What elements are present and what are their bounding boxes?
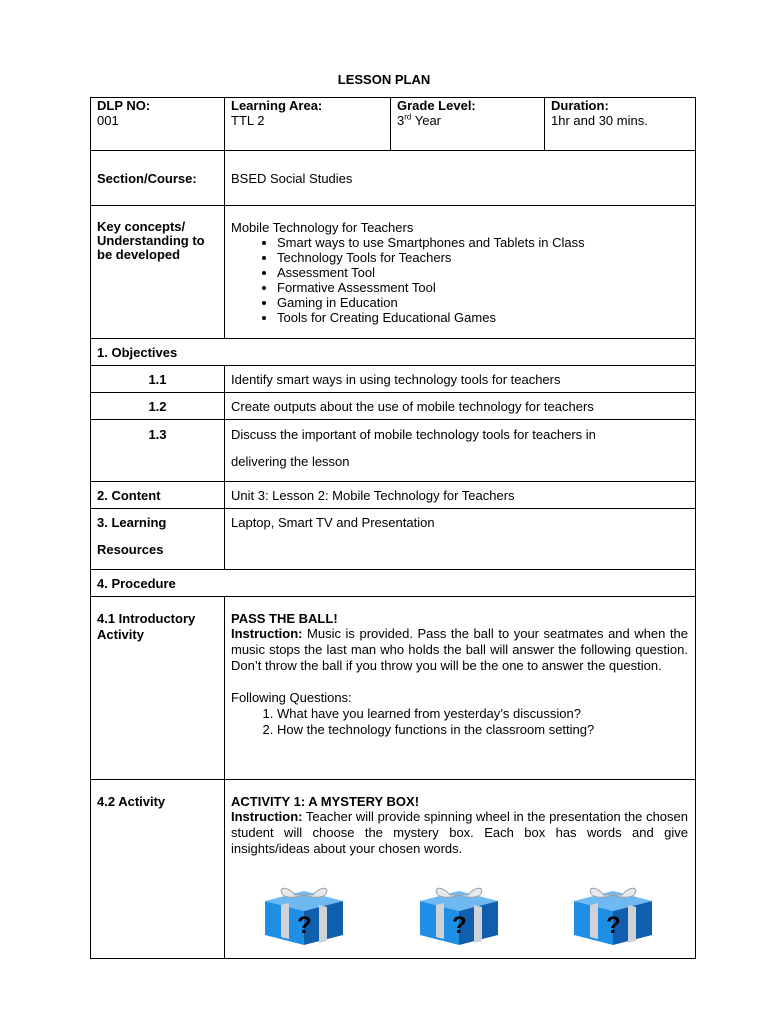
key-concepts-label: Key concepts/ Understanding to be developed xyxy=(91,206,225,339)
intro-instruction-text: Music is provided. Pass the ball to your seatmates and when the music stops the last man who holds the ball will answer the following question. Don’t throw the ball if you throw you will be the one to answer the question. xyxy=(231,626,688,673)
content-label: 2. Content xyxy=(91,482,225,509)
grade-level-value xyxy=(397,113,538,128)
duration-value: 1hr and 30 mins. xyxy=(551,113,648,128)
objective-text xyxy=(225,420,696,482)
header-row xyxy=(91,98,696,151)
activity-label: 4.2 Activity xyxy=(91,780,225,959)
objective-text: Identify smart ways in using technology tools for teachers xyxy=(225,366,696,393)
resources-label-line2: Resources xyxy=(97,542,164,557)
objective-number: 1.3 xyxy=(91,420,225,482)
grade-level-label: Grade Level: xyxy=(397,98,476,113)
objective-number: 1.2 xyxy=(91,393,225,420)
grade-number: 3 xyxy=(397,113,405,128)
objective-text: Create outputs about the use of mobile technology for teachers xyxy=(225,393,696,420)
objective-row xyxy=(91,393,696,420)
activity-cell xyxy=(225,780,696,959)
resources-row xyxy=(91,509,696,570)
content-value: Unit 3: Lesson 2: Mobile Technology for Teachers xyxy=(225,482,696,509)
list-item: • Technology Tools for Teachers xyxy=(277,250,689,265)
intro-activity-cell xyxy=(225,597,696,780)
objective-number: 1.1 xyxy=(91,366,225,393)
page-title: LESSON PLAN xyxy=(337,72,431,87)
intro-activity-row xyxy=(91,597,696,780)
objective-text-line2: delivering the lesson xyxy=(231,454,350,469)
list-item: • Smart ways to use Smartphones and Tablets in Class xyxy=(277,235,689,250)
dlp-cell xyxy=(91,98,225,151)
list-item: • Assessment Tool xyxy=(277,265,689,280)
learning-area-cell xyxy=(225,98,391,151)
key-concepts-heading: Mobile Technology for Teachers xyxy=(231,220,414,235)
grade-level-cell xyxy=(391,98,545,151)
section-row xyxy=(91,151,696,206)
list-item: 2. How the technology functions in the classroom setting? xyxy=(277,722,688,738)
key-concepts-list xyxy=(231,235,689,325)
learning-area-value: TTL 2 xyxy=(231,113,265,128)
learning-area-label: Learning Area: xyxy=(231,98,323,113)
objective-row xyxy=(91,366,696,393)
questions-label: Following Questions: xyxy=(231,690,352,705)
procedure-row xyxy=(91,570,696,597)
mystery-box-icon xyxy=(414,885,504,947)
dlp-value: 001 xyxy=(97,113,119,128)
resources-label-line1: 3. Learning xyxy=(97,515,167,530)
activity-title: ACTIVITY 1: A MYSTERY BOX! xyxy=(231,794,420,809)
intro-activity-label: 4.1 Introductory Activity xyxy=(91,597,225,780)
activity-row xyxy=(91,780,696,959)
objective-text-line1: Discuss the important of mobile technology tools for teachers in xyxy=(231,427,596,442)
dlp-label: DLP NO: xyxy=(97,98,151,113)
activity-instruction xyxy=(231,809,688,857)
duration-label: Duration: xyxy=(551,98,609,113)
questions-list xyxy=(231,706,688,738)
grade-suffix: rd xyxy=(404,112,412,122)
activity-instruction-label: Instruction: xyxy=(231,809,303,824)
procedure-label: 4. Procedure xyxy=(91,570,696,597)
key-concepts-row xyxy=(91,206,696,339)
intro-instruction xyxy=(231,626,688,674)
list-item: • Formative Assessment Tool xyxy=(277,280,689,295)
list-item: • Tools for Creating Educational Games xyxy=(277,310,689,325)
list-item: • Gaming in Education xyxy=(277,295,689,310)
list-item: 1. What have you learned from yesterday’s discussion? xyxy=(277,706,688,722)
question-mark: ? xyxy=(606,912,621,939)
intro-instruction-label: Instruction: xyxy=(231,626,303,641)
key-concepts-cell xyxy=(225,206,696,339)
question-mark: ? xyxy=(297,912,312,939)
section-value: BSED Social Studies xyxy=(225,151,696,206)
activity-instruction-text: Teacher will provide spinning wheel in the presentation the chosen student will choose the mystery box. Each box has words and give insights/ideas about your chosen words. xyxy=(231,809,688,856)
section-label: Section/Course: xyxy=(91,151,225,206)
lesson-plan-table xyxy=(90,97,696,959)
objectives-label: 1. Objectives xyxy=(91,339,696,366)
mystery-box-icon xyxy=(259,885,349,947)
intro-activity-title: PASS THE BALL! xyxy=(231,611,338,626)
question-mark: ? xyxy=(451,912,467,939)
content-row xyxy=(91,482,696,509)
objectives-header-row xyxy=(91,339,696,366)
resources-label xyxy=(91,509,225,570)
grade-year: Year xyxy=(411,113,442,128)
objective-row xyxy=(91,420,696,482)
duration-cell xyxy=(545,98,696,151)
mystery-boxes xyxy=(231,857,688,947)
mystery-box-icon xyxy=(568,885,658,947)
resources-value: Laptop, Smart TV and Presentation xyxy=(225,509,696,570)
